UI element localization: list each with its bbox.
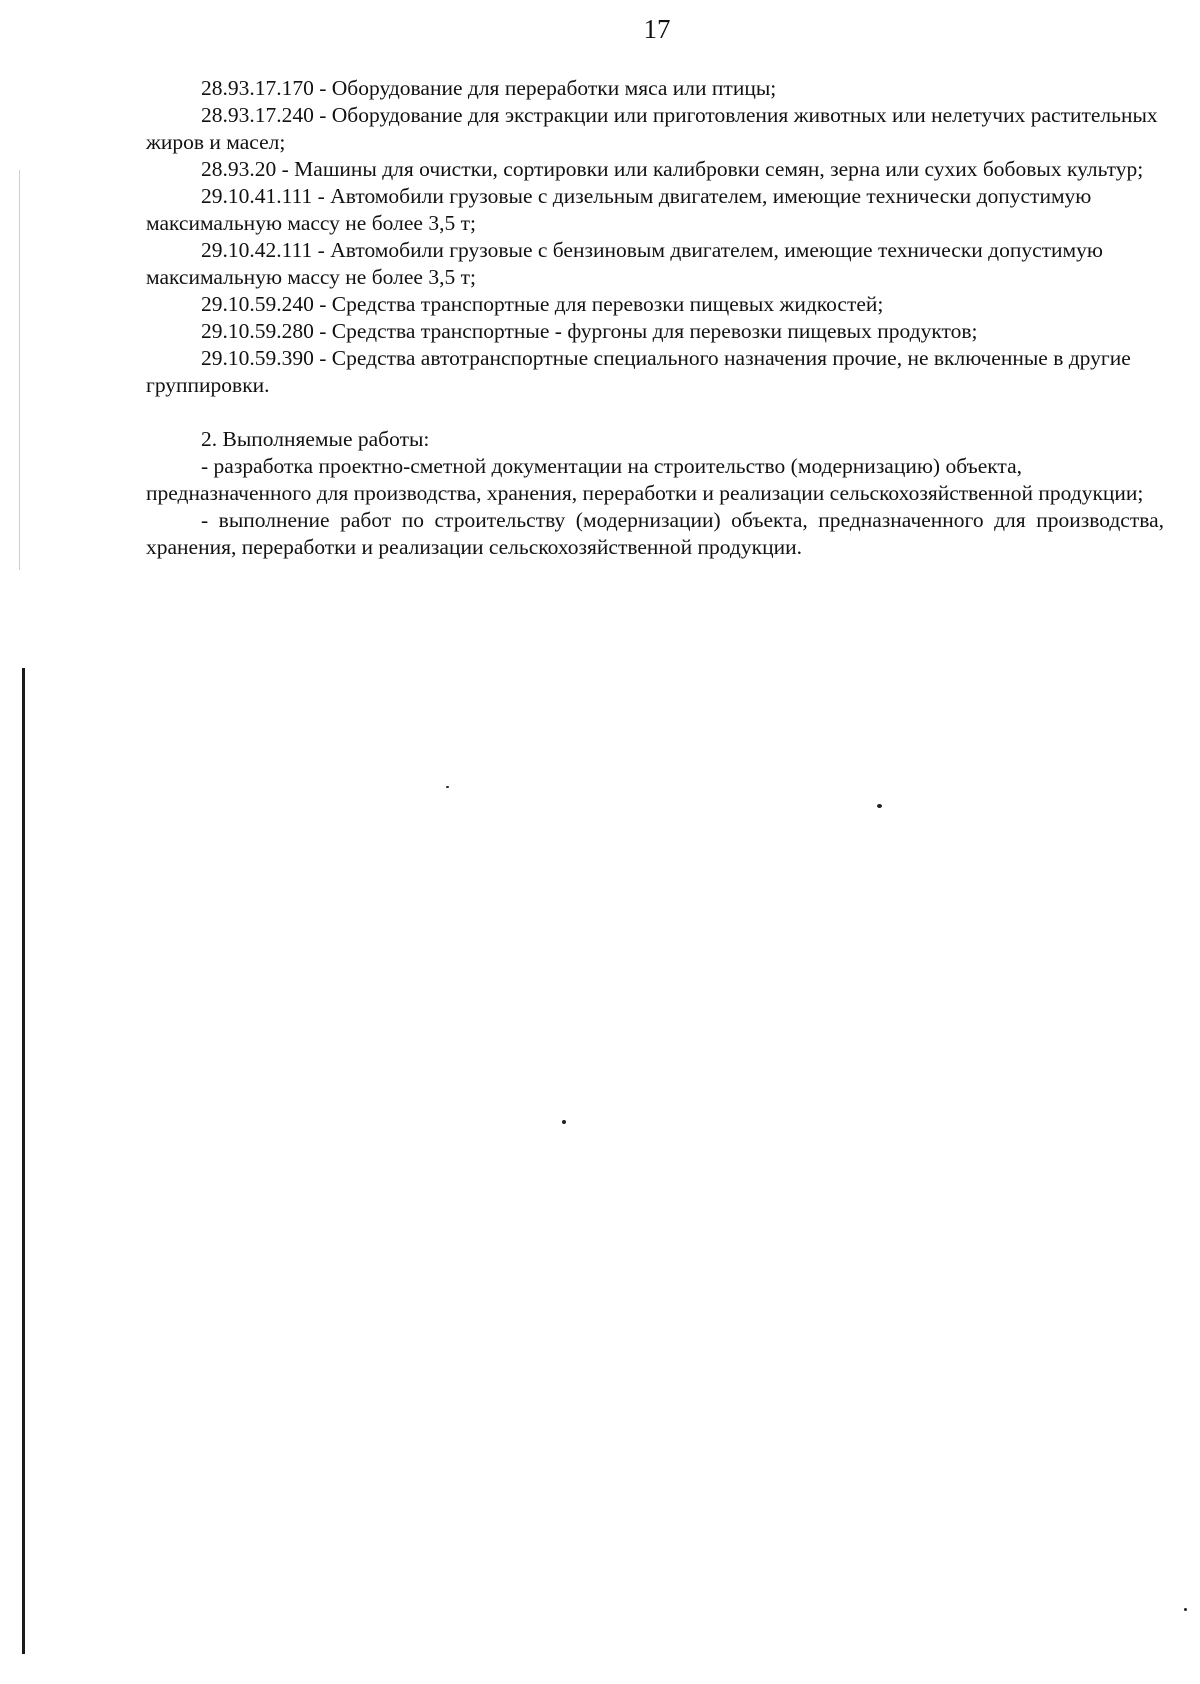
section-heading-works: 2. Выполняемые работы: [201,427,430,451]
scan-speck [1184,1608,1187,1611]
scan-speck [877,804,882,808]
section-spacer [146,399,1164,426]
works-item-construction: - выполнение работ по строительству (модернизации) объекта, предназначенного для производства, хранения, переработки и реализации сельскохозяйственной продукции. [146,508,1164,559]
scan-speck [562,1120,566,1124]
document-body [146,75,1164,561]
scan-edge-faint [19,170,20,570]
okpd-item-29-10-59-280: 29.10.59.280 - Средства транспортные - фургоны для перевозки пищевых продуктов; [201,319,978,343]
okpd-item-28-93-17-170: 28.93.17.170 - Оборудование для переработки мяса или птицы; [201,76,777,100]
okpd-item-29-10-41-111: 29.10.41.111 - Автомобили грузовые с дизельным двигателем, имеющие технически допустимую максимальную массу не более 3,5 т; [146,184,1092,235]
scan-speck [446,786,449,788]
okpd-item-28-93-17-240: 28.93.17.240 - Оборудование для экстракции или приготовления животных или нелетучих растительных жиров и масел; [146,103,1158,154]
page-number: 17 [643,14,671,44]
okpd-item-29-10-42-111: 29.10.42.111 - Автомобили грузовые с бензиновым двигателем, имеющие технически допустимую максимальную массу не более 3,5 т; [146,238,1103,289]
okpd-item-29-10-59-240: 29.10.59.240 - Средства транспортные для перевозки пищевых жидкостей; [201,292,884,316]
works-item-design-documentation: - разработка проектно-сметной документации на строительство (модернизацию) объекта, предназначенного для производства, хранения, переработки и реализации сельскохозяйственной продукции; [146,454,1144,505]
okpd-item-29-10-59-390: 29.10.59.390 - Средства автотранспортные специального назначения прочие, не включенные в другие группировки. [146,346,1131,397]
scan-edge-line [22,668,25,1654]
okpd-item-28-93-20: 28.93.20 - Машины для очистки, сортировки или калибровки семян, зерна или сухих бобовых культур; [201,157,1144,181]
